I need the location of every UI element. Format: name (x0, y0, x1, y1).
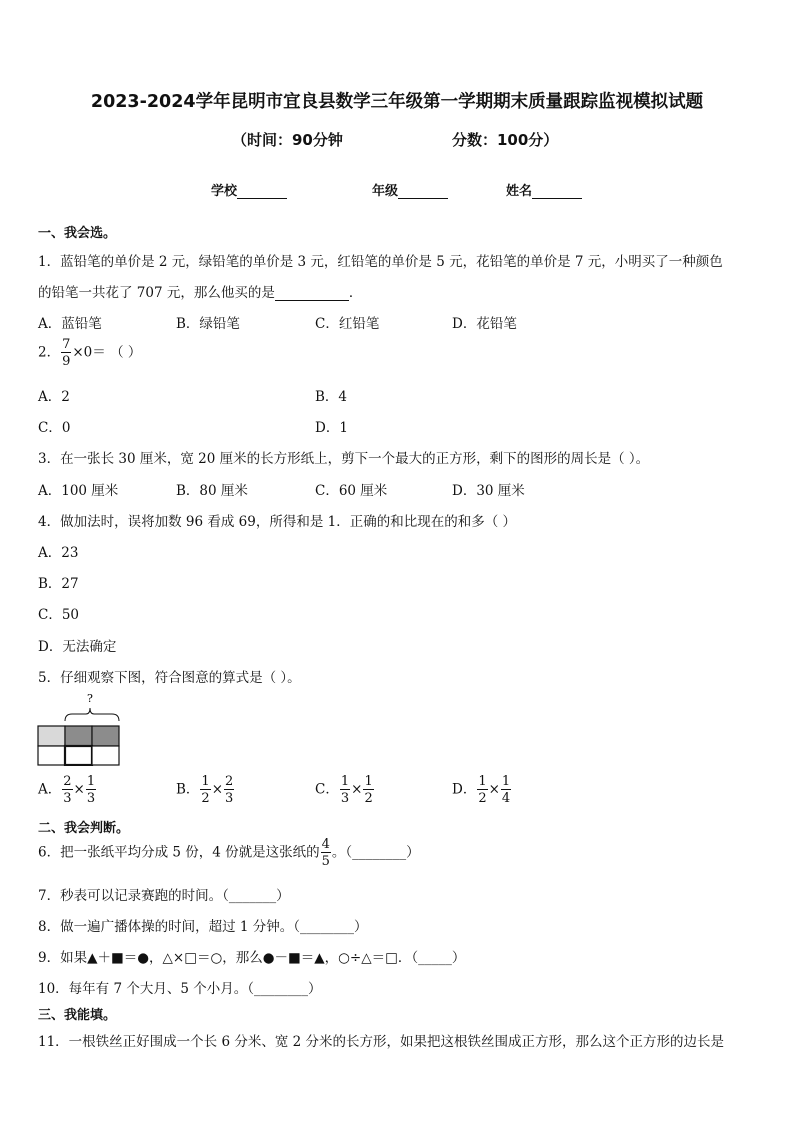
fraction: $\frac{4}{5}$ (321, 837, 330, 869)
option-q5-c[interactable]: C． $\frac{1}{3}$ × $\frac{1}{2}$ (315, 774, 373, 806)
option-q4-a[interactable]: A．23 (38, 545, 79, 561)
question-8: 8．做一遍广播体操的时间，超过 1 分钟。（________） (38, 919, 368, 935)
option-q2-c[interactable]: C．0 (38, 420, 71, 436)
answer-blank[interactable] (275, 286, 349, 301)
section-heading-choose: 一、我会选。 (38, 226, 117, 241)
question-6: 6．把一张纸平均分成 5 份，4 份就是这张纸的 $\frac{4}{5}$ 。（________） (38, 837, 420, 869)
grade-field[interactable] (372, 180, 448, 199)
school-label: 学校 (211, 184, 238, 199)
option-q3-c[interactable]: C．60 厘米 (315, 483, 388, 499)
option-q3-b[interactable]: B．80 厘米 (176, 483, 248, 499)
fraction: $\frac{7}{9}$ (62, 337, 71, 369)
option-q1-a[interactable]: A．蓝铅笔 (38, 316, 102, 332)
option-q3-a[interactable]: A．100 厘米 (38, 483, 119, 499)
question-7: 7．秒表可以记录赛跑的时间。（_______） (38, 888, 290, 904)
option-q2-b[interactable]: B．4 (315, 389, 348, 405)
section-heading-fill: 三、我能填。 (38, 1008, 117, 1023)
question-3: 3．在一张长 30 厘米，宽 20 厘米的长方形纸上，剪下一个最大的正方形，剩下的图形的周长是（ ）。 (38, 451, 650, 467)
question-2: 2． $\frac{7}{9}$ ×0＝ （ ） (38, 337, 142, 369)
option-q1-c[interactable]: C．红铅笔 (315, 316, 380, 332)
question-10: 10．每年有 7 个大月、5 个小月。（________） (38, 981, 322, 997)
option-q2-d[interactable]: D．1 (315, 420, 348, 436)
option-q4-b[interactable]: B．27 (38, 576, 79, 592)
question-4: 4．做加法时，误将加数 96 看成 69，所得和是 1．正确的和比现在的和多（ ） (38, 514, 516, 530)
option-q2-a[interactable]: A．2 (38, 389, 70, 405)
option-q3-d[interactable]: D．30 厘米 (452, 483, 525, 499)
option-q4-d[interactable]: D．无法确定 (38, 639, 117, 655)
section-heading-judge: 二、我会判断。 (38, 821, 130, 836)
question-9: 9．如果▲＋■＝●，△×□＝○，那么●－■＝▲，○÷△＝□．（_____） (38, 950, 466, 966)
question-5: 5．仔细观察下图，符合图意的算式是（ ）。 (38, 670, 301, 686)
option-q1-b[interactable]: B．绿铅笔 (176, 316, 240, 332)
exam-score: 分数：100分） (452, 131, 559, 149)
question-11: 11．一根铁丝正好围成一个长 6 分米、宽 2 分米的长方形，如果把这根铁丝围成正方形，那么这个正方形的边长是 (38, 1034, 725, 1050)
grade-label: 年级 (372, 184, 399, 199)
name-label: 姓名 (506, 184, 533, 199)
question-1-line2: 的铅笔一共花了 707 元，那么他买的是 ． (38, 285, 363, 301)
option-q1-d[interactable]: D．花铅笔 (452, 316, 517, 332)
exam-time: （时间：90分钟 (232, 131, 343, 149)
option-q5-a[interactable]: A． $\frac{2}{3}$ × $\frac{1}{3}$ (38, 774, 96, 806)
fraction-grid-figure (37, 690, 121, 766)
option-q4-c[interactable]: C．50 (38, 607, 80, 623)
name-field[interactable] (506, 180, 582, 199)
school-field[interactable] (211, 180, 287, 199)
page-title: 2023-2024学年昆明市宜良县数学三年级第一学期期末质量跟踪监视模拟试题 (90, 92, 704, 112)
option-q5-b[interactable]: B． $\frac{1}{2}$ × $\frac{2}{3}$ (176, 774, 234, 806)
option-q5-d[interactable]: D． $\frac{1}{2}$ × $\frac{1}{4}$ (452, 774, 511, 806)
figure-question-mark: ? (87, 692, 93, 705)
question-1-line1: 1．蓝铅笔的单价是 2 元，绿铅笔的单价是 3 元，红铅笔的单价是 5 元，花铅笔的单价是 7 元，小明买了一种颜色 (38, 254, 723, 270)
